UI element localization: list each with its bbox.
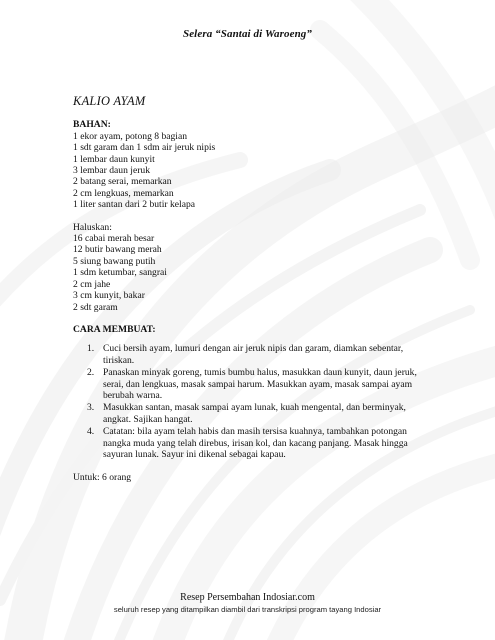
ingredient-item: 1 liter santan dari 2 butir kelapa: [73, 199, 196, 211]
serving-size: Untuk: 6 orang: [73, 472, 132, 484]
step-number: 3.: [87, 402, 95, 414]
method-step: [73, 343, 433, 366]
paste-ingredient-item: 16 cabai merah besar: [73, 233, 155, 245]
paste-ingredient-item: 2 cm jahe: [73, 278, 111, 290]
page-header-title: Selera “Santai di Waroeng”: [182, 28, 313, 40]
step-text: Catatan: bila ayam telah habis dan masih tersisa kuahnya, tambahkan potongan nangka muda yang telah direbus, irisan kol, dan kacang panjang. Masak hingga sayuran lunak. Sayur ini dikenal sebagai kapau.: [103, 426, 408, 460]
ingredient-item: 1 sdt garam dan 1 sdm air jeruk nipis: [73, 142, 216, 154]
step-text: Panaskan minyak goreng, tumis bumbu halus, masukkan daun kunyit, daun jeruk, serai, dan lengkuas, masak sampai harum. Masukkan ayam, masak sampai ayam berubah warna.: [103, 367, 417, 401]
recipe-title: KALIO AYAM: [73, 94, 146, 108]
footer-note: seluruh resep yang ditampilkan diambil dari transkripsi program tayang Indosiar: [113, 605, 382, 614]
recipe-content: [73, 96, 433, 484]
method-step: [73, 426, 433, 460]
paste-ingredient-item: 2 sdt garam: [73, 301, 118, 313]
ingredient-item: 3 lembar daun jeruk: [73, 165, 150, 177]
step-text: Cuci bersih ayam, lumuri dengan air jeruk nipis dan garam, diamkan sebentar, tiriskan.: [103, 343, 404, 366]
step-number: 4.: [87, 426, 95, 438]
ingredients-label: BAHAN:: [73, 119, 111, 131]
paste-ingredient-item: 1 sdm ketumbar, sangrai: [73, 267, 167, 279]
paste-ingredient-item: 5 siung bawang putih: [73, 255, 156, 267]
method-step: [73, 402, 433, 425]
paste-ingredient-item: 3 cm kunyit, bakar: [73, 290, 145, 302]
ingredient-item: 1 ekor ayam, potong 8 bagian: [73, 130, 188, 142]
ingredient-item: 1 lembar daun kunyit: [73, 153, 155, 165]
step-number: 1.: [87, 343, 95, 355]
paste-ingredient-item: 12 butir bawang merah: [73, 244, 162, 256]
method-steps: [73, 343, 433, 460]
ingredient-item: 2 batang serai, memarkan: [73, 176, 172, 188]
footer-credit: Resep Persembahan Indosiar.com: [180, 592, 315, 603]
ingredients-list: [73, 131, 433, 211]
ingredient-item: 2 cm lengkuas, memarkan: [73, 187, 174, 199]
method-label: CARA MEMBUAT:: [73, 323, 156, 335]
paste-label: Haluskan:: [73, 221, 112, 233]
paste-ingredients-list: [73, 233, 433, 313]
step-number: 2.: [87, 367, 95, 379]
step-text: Masukkan santan, masak sampai ayam lunak, kuah mengental, dan berminyak, angkat. Sajikan hangat.: [103, 402, 406, 425]
method-step: [73, 367, 433, 401]
